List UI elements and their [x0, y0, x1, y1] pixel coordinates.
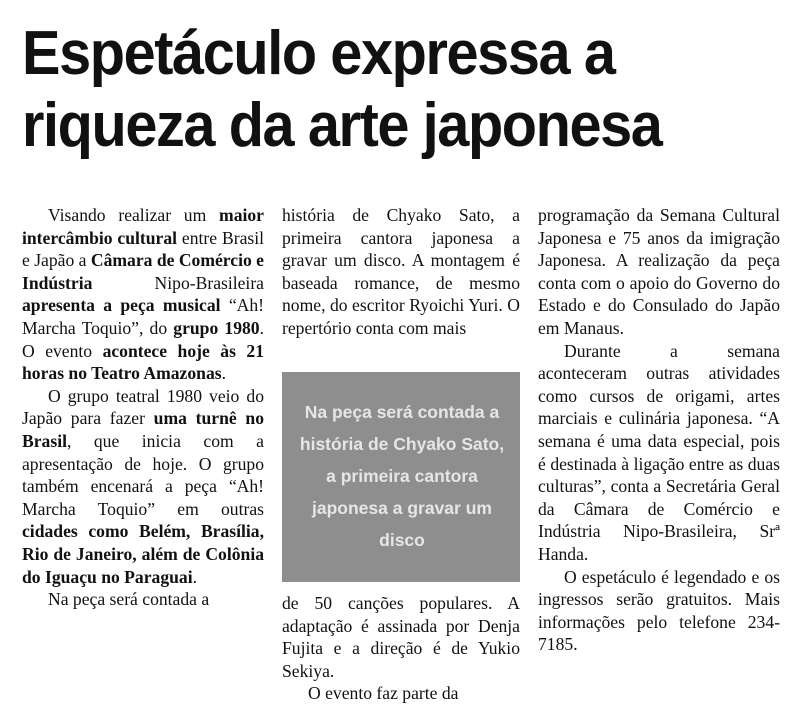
bold-run: acontece hoje às 21 horas no Teatro Amazonas	[22, 340, 264, 384]
bold-run: uma turnê no Brasil	[22, 408, 264, 451]
article-column-2-top	[282, 204, 520, 340]
text-run: “Ah! Marcha Toquio”, do	[22, 295, 264, 338]
article-column-1	[22, 204, 264, 611]
paragraph-songs: de 50 canções populares. A adaptação é assinada por Denja Fujita e a direção é de Yukio Sekiya.	[282, 593, 520, 681]
text-run: O grupo teatral 1980 veio do Japão para fazer	[22, 385, 264, 429]
paragraph-intro	[22, 204, 264, 385]
pull-quote-box	[282, 372, 520, 582]
paragraph-week: Durante a semana aconteceram outras atividades como cursos de origami, artes marciais e culinária japonesa. “A semana é uma data especial, pois é destinada à ligação entre as duas culturas”, conta a Secretária Geral da Câmara de Comércio e Indústria Nipo-Brasileira, Srª Handa.	[538, 340, 780, 564]
article-column-2-bottom	[282, 592, 520, 705]
text-run: . O evento	[22, 317, 265, 361]
paragraph-info: O espetáculo é legendado e os ingressos serão gratuitos. Mais informações pelo telefone 234-7185.	[538, 566, 780, 655]
article-column-3	[538, 204, 780, 656]
bold-run: Câmara de Comércio e Indústria	[22, 250, 264, 293]
bold-run: cidades como Belém, Brasília, Rio de Janeiro, além de Colônia do Iguaçu no Paraguai	[22, 521, 264, 587]
text-run: .	[221, 363, 226, 384]
bold-run: grupo 1980	[173, 317, 260, 338]
headline-line-2: riqueza da arte japonesa	[22, 91, 662, 160]
headline	[22, 18, 738, 162]
bold-run: maior intercâmbio cultural	[22, 205, 264, 248]
text-run: Nipo-Brasileira	[92, 272, 264, 293]
text-run: Visando realizar um	[48, 205, 220, 225]
paragraph-event-start: O evento faz parte da	[308, 683, 459, 704]
text-run: , que inicia com a apresentação de hoje. O grupo também encenará a peça “Ah! Marcha Toquio” em outras	[22, 430, 264, 519]
paragraph-group	[22, 385, 264, 588]
paragraph-story-start: Na peça será contada a	[48, 589, 210, 610]
bold-run: apresenta a peça musical	[22, 295, 221, 316]
pull-quote-text: Na peça será contada a história de Chyako Sato, a primeira cantora japonesa a gravar um disco	[299, 402, 505, 550]
paragraph-story-cont: história de Chyako Sato, a primeira cantora japonesa a gravar um disco. A montagem é baseada romance, de mesmo nome, do escritor Ryoichi Yuri. O repertório conta com mais	[282, 205, 520, 338]
paragraph-program: programação da Semana Cultural Japonesa e 75 anos da imigração Japonesa. A realização da peça conta com o apoio do Governo do Estado e do Consulado do Japão em Manaus.	[538, 205, 780, 338]
text-run: entre Brasil e Japão a	[22, 227, 264, 271]
text-run: .	[192, 566, 198, 587]
headline-line-1: Espetáculo expressa a	[22, 19, 615, 88]
